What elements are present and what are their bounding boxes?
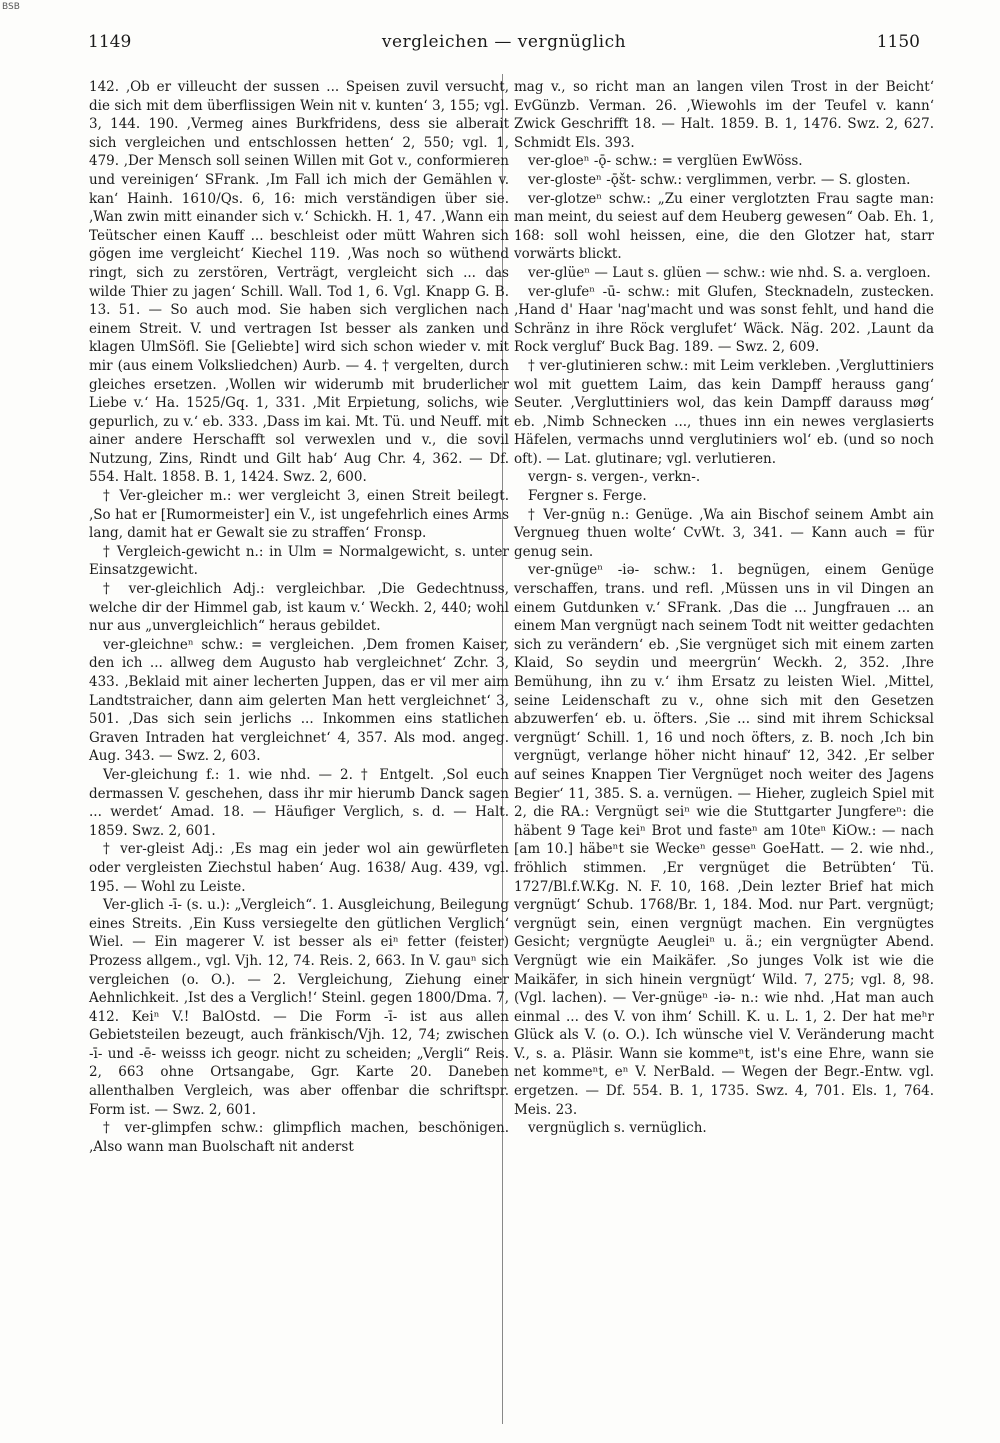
page-number-right: 1150	[876, 32, 920, 52]
entry-paragraph: 142. ‚Ob er villeucht der sussen ... Speisen zuvil versucht, die sich mit dem überflissigen Wein nit v. kunten‘ 3, 155; vgl. 3, 144. 190. ‚Vermeg aines Burkfridens, dess sie alberait sich vergleichen und entschlossen hetten‘ 2, 550; vgl. 1, 479. ‚Der Mensch soll seinen Willen mit Got v., conformieren und vereinigen‘ SFrank. ‚Im Fall ich mich der Gemählen v. kan‘ Hainh. 1610/Qs. 6, 16: mich verständigen über sie. ‚Wan zwin mitt einander sich v.‘ Schickh. H. 1, 47. ‚Wann ein Teütscher einen Kauff ... beschleist oder mütt Wahren sich gögen ime vergleicht‘ Kiechel 119. ‚Was noch so wüthend ringt, sich zu zerstören, Verträgt, vergleicht sich ... das wilde Thier zu jagen‘ Schill. Wall. Tod 1, 6. Vgl. Knapp G. B. 13. 51. — So auch mod. Sie haben sich verglichen nach einem Streit. V. und vertragen Ist besser als zanken und klagen UlmSöfl. Sie [Geliebte] wird sich schon wieder v. mit mir (aus einem Volksliedchen) Aurb. — 4. † vergelten, durch gleiches ersetzen. ‚Wollen wir widerumb mit bruderlicher Liebe v.‘ Ha. 1525/Gq. 1, 331. ‚Mit Erpietung, solichs, wie gepurlich, zu v.‘ eb. 333. ‚Dass im kai. Mt. Tü. und Neuff. mit ainer andere Herschafft sol verwexlen und v., die sovil Nutzung, Zins, Rindt und Gilt hab‘ Aug Chr. 4, 362. — Df. 554. Halt. 1858. B. 1, 1424. Swz. 2, 600.	[89, 79, 509, 486]
entry-paragraph: ver-glosteⁿ -ǭšt- schw.: verglimmen, verbr. — S. glosten.	[528, 171, 911, 188]
entry-paragraph: ver-glüeⁿ — Laut s. glüen — schw.: wie nhd. S. a. vergloen.	[528, 264, 931, 281]
entry-paragraph: Ver-glich -ī- (s. u.): „Vergleich“. 1. Ausgleichung, Beilegung eines Streits. ‚Ein Kuss versiegelte den gütlichen Verglich‘ Wiel. — Ein magerer V. ist besser als eiⁿ fetter (feister) Prozess allgem., vgl. Vjh. 12, 74. Reis. 2, 663. In V. gauⁿ sich vergleichen (o. O.). — 2. Vergleichung, Ziehung einer Aehnlichkeit. ‚Ist des a Verglich!‘ Steinl. gegen 1800/Dma. 7, 412. Keiⁿ V.! BalOstd. — Die Form -ī- ist aus allen Gebietsteilen bezeugt, auch fränkisch/Vjh. 12, 74; zwischen -ī- und -ē- weisss ich geogr. nicht zu scheiden; „Vergli“ Reis. 2, 663 ohne Ortsangabe, Ggr. Karte 20. Daneben allenthalben Vergleich, was aber offenbar die schriftspr. Form ist. — Swz. 2, 601.	[89, 897, 509, 1118]
entry-paragraph: † Vergleich-gewicht n.: in Ulm = Normalgewicht, s. unter Einsatzgewicht.	[89, 543, 509, 579]
entry-paragraph: ver-glotzeⁿ schw.: „Zu einer verglotzten Frau sagte man: man meint, du seiest auf dem Heuberg gewesen“ Oab. Eh. 1, 168: soll wohl heissen, eine, die den Glotzer hat, starr vorwärts blickt.	[514, 190, 934, 263]
entry-paragraph: † Ver-gnüg n.: Genüge. ‚Wa ain Bischof seinem Ambt ain Vergnueg thuen wolte‘ CvWt. 3, 341. — Kann auch = für genug sein.	[514, 506, 934, 560]
entry-paragraph: † ver-gleichlich Adj.: vergleichbar. ‚Die Gedechtnuss, welche dir der Himmel gab, ist kaum v.‘ Weckh. 2, 440; wohl nur aus „unvergleichlich“ heraus gebildet.	[89, 581, 509, 635]
running-title: vergleichen — vergnüglich	[381, 32, 627, 52]
entry-paragraph: ver-gnügeⁿ -iə- schw.: 1. begnügen, einem Genüge verschaffen, trans. und refl. ‚Müssen uns in vil Dingen an einem Gutdunken v.‘ SFrank. ‚Das die ... Jungfrauen ... an einem Man vergnügt nach seinem Todt nit weitter gedachten sich zu verändern‘ eb. ‚Sie vergnüget sich mit einem zarten Klaid, So seydin und meergrün‘ Weckh. 2, 352. ‚Ihre Bemühung, ihn zu v.‘ ihm Ersatz zu leisten Wiel. ‚Mittel, seine Leidenschaft zu v., ohne sich mit den Gesetzen abzuwerfen‘ eb. u. öfters. ‚Sie ... sind mit ihrem Schicksal vergnügt‘ Schill. 1, 16 und noch öfters, z. B. noch ‚Ich bin vergnügt, verlange höher nicht hinauf‘ 12, 342. ‚Er selber auf seines Knappen Tier Vergnüget noch weiter des Jagens Begier‘ 11, 385. S. a. vernügen. — Hieher, zugleich Spiel mit 2, die RA.: Vergnügt seiⁿ wie die Stuttgarter Jungfereⁿ: die häbent 9 Tage keiⁿ Brot und fasteⁿ am 10teⁿ KiOw.: — nach [am 10.] häbeⁿt sie Weckeⁿ gesseⁿ GoeHatt. — 2. wie nhd., fröhlich stimmen. ‚Er vergnüget die Betrübten‘ Tü. 1727/Bl.f.W.Kg. N. F. 10, 168. ‚Dein lezter Brief hat mich vergnügt‘ Schub. 1768/Br. 1, 184. Mod. nur Part. vergnügt; vergnügt sein, einen vergnügt machen. Ein vergnügtes Gesicht; vergnügte Aeugleiⁿ u. ä.; ein vergnügter Abend. Vergnügt wie ein Maikäfer. ‚So junges Volk ist wie die Maikäfer, in sich hinein vergnügt‘ Wild. 7, 275; vgl. 8, 98. (Vgl. lachen). — Ver-gnügeⁿ -iə- n.: wie nhd. ‚Hat man auch einmal ... des V. von ihm‘ Schill. K. u. L. 1, 2. Der hat meʰr Glück als V. (o. O.). Ich wünsche viel V. Veränderung macht V., s. a. Pläsir. Wann sie kommeⁿt, ist's eine Ehre, wann sie net kommeⁿt, eⁿ V. NerBald. — Wegen der Begr.-Entw. vgl. ergetzen. — Df. 554. B. 1, 1735. Swz. 4, 701. Els. 1, 764. Meis. 23.	[514, 562, 935, 1118]
left-column	[89, 78, 509, 1156]
entry-paragraph: Ver-gleichung f.: 1. wie nhd. — 2. † Entgelt. ‚Sol euch dermassen V. geschehen, dass ihr mir hierumb Danck sagen ... werdet‘ Amad. 18. — Häufiger Verglich, s. d. — Halt. 1859. Swz. 2, 601.	[89, 766, 509, 839]
entry-paragraph: ver-gloeⁿ -ǭ- schw.: = verglüen EwWöss.	[528, 153, 803, 170]
page-header	[88, 32, 920, 62]
library-stamp: BSB	[2, 2, 20, 12]
entry-paragraph: ver-glufeⁿ -ū- schw.: mit Glufen, Stecknadeln, zustecken. ‚Hand d' Haar 'nag'macht und was sonst fehlt, und hand die Schränz in ihre Röck verglufet‘ Wäck. Näg. 202. ‚Launt da Rock vergluf‘ Buck Bag. 189. — Swz. 2, 609.	[514, 283, 934, 356]
right-column	[514, 78, 934, 1138]
entry-paragraph: vergn- s. vergen-, verkn-.	[528, 469, 701, 486]
entry-paragraph: mag v., so richt man an langen vilen Trost in der Beicht‘ EvGünzb. Verman. 26. ‚Wiewohls im der Teufel v. kann‘ Zwick Geschrifft 18. — Halt. 1859. B. 1, 1476. Swz. 2, 627. Schmidt Els. 393.	[514, 79, 934, 151]
entry-paragraph: † ver-glimpfen schw.: glimpflich machen, beschönigen. ‚Also wann man Buolschaft nit anderst	[89, 1120, 509, 1155]
entry-paragraph: Fergner s. Ferge.	[528, 488, 647, 505]
entry-paragraph: † ver-glutinieren schw.: mit Leim verkleben. ‚Vergluttiniers wol mit guettem Laim, das kein Dampff herauss gang‘ Seuter. ‚Vergluttiniers wol, das kein Dampff darauss møg‘ eb. ‚Nimb Schnecken ..., thues inn ein newes verglasierts Häfelen, vermachs unnd verglutiniers wol‘ eb. (und so noch oft). — Lat. glutinare; vgl. verlutieren.	[514, 357, 934, 467]
entry-paragraph: † Ver-gleicher m.: wer vergleicht 3, einen Streit beilegt. ‚So hat er [Rumormeister] ein V., ist ungefehrlich eines Arms lang, damit hat er Gewalt sie zu straffen‘ Fronsp.	[89, 488, 509, 542]
entry-paragraph: † ver-gleist Adj.: ‚Es mag ein jeder wol ain gewürfleten oder vergleisten Ziechstul haben‘ Aug. 1638/ Aug. 439, vgl. 195. — Wohl zu Leiste.	[89, 841, 509, 895]
page-number-left: 1149	[88, 32, 132, 52]
entry-paragraph: vergnüglich s. vernüglich.	[528, 1120, 707, 1137]
entry-paragraph: ver-gleichneⁿ schw.: = vergleichen. ‚Dem fromen Kaiser, den ich ... allweg dem Augusto hab vergleichnet‘ Zchr. 3, 433. ‚Beklaid mit ainer lecherten Juppen, das er vil mer aim Landtstraicher, dann aim gelerten Man hett vergleichnet‘ 3, 501. ‚Das sich sein jerlichs ... Inkommen eins statlichen Graven Intraden hat vergleichnet‘ 4, 357. Als mod. angeg. Aug. 343. — Swz. 2, 603.	[89, 636, 509, 765]
